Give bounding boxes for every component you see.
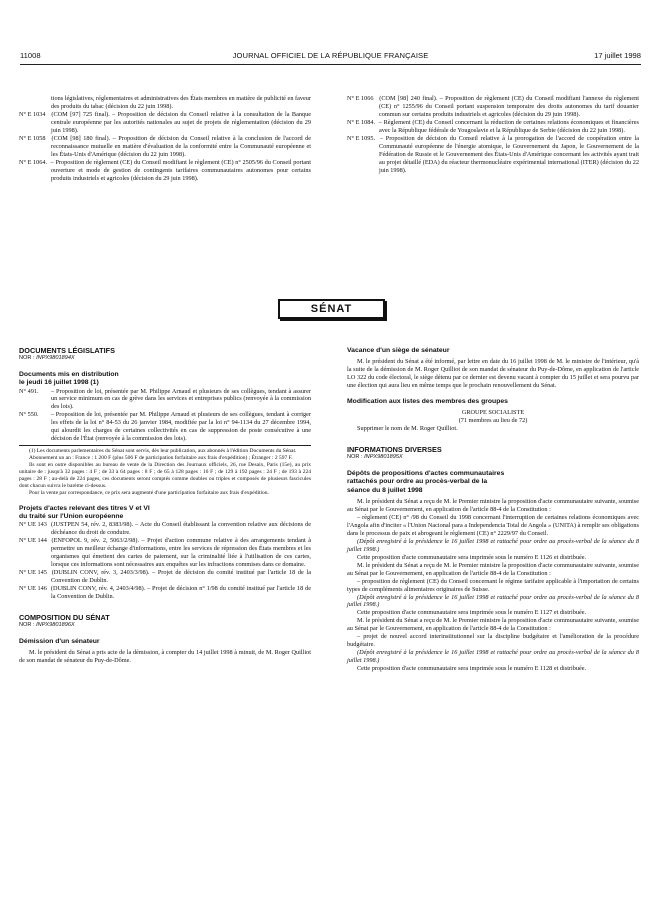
docs-heading: DOCUMENTS LÉGISLATIFS (19, 346, 115, 355)
depot-item: – proposition de règlement (CE) du Conseil concernant le régime tarifaire applicable à l'importation de certains types de compléments alimentaires originaires de Suisse. (347, 577, 639, 593)
footnote: (1) Les documents parlementaires du Sénat sont servis, dès leur publication, aux abonnés à l'édition Documents du Sénat. (29, 448, 297, 455)
journal-title: JOURNAL OFFICIEL DE LA RÉPUBLIQUE FRANÇAISE (232, 51, 429, 60)
depot-note: (Dépôt enregistré à la présidence le 16 juillet 1998 et rattaché pour ordre au procès-verbal de la séance du 8 juillet 1998.) (347, 593, 639, 609)
list-item (19, 388, 311, 412)
info-heading: INFORMATIONS DIVERSES (347, 445, 442, 455)
list-item (19, 569, 311, 585)
nor-label: NOR : (347, 454, 365, 461)
item-text: – Proposition de loi, présentée par M. Philippe Arnaud et plusieurs de ses collègues, tendant à assurer un service minimum en cas de grève dans les services et entreprises publics (renvoyée à la commission des lois). (50, 387, 311, 411)
item-text: (COM [98] 180 final). – Proposition de décision du Conseil relative à la conclusion de l'accord de reconnaissance mutuelle en matière d'évaluation de la conformité entre la Communauté européenne et les États-Unis d'Amérique (décision du 22 juin 1998). (51, 134, 311, 158)
list-item (347, 119, 639, 135)
depot-paragraph: M. le président du Sénat a reçu de M. le Premier ministre la proposition d'acte communautaire suivante, soumise au Sénat par le Gouvernement, en application de l'article 88-4 de la Constitution : (347, 561, 639, 577)
list-item (347, 95, 639, 119)
footnote-divider (19, 445, 311, 446)
item-text: (DUBLIN CONV, rév. 3, 2403/3/98). – Projet de décision du comité institué par l'article 18 de la Convention de Dublin. (51, 568, 312, 584)
page-number: 11008 (20, 51, 41, 60)
list-item (19, 159, 311, 183)
nor-reference (19, 355, 311, 363)
item-text: – Proposition de loi, présentée par M. Philippe Arnaud et plusieurs de ses collègues, tendant à corriger les effets de la loi n° 84-53 du 26 janvier 1984, modifiée par la loi n° 94-1134 du 27 décembre 1994, qui alourdit les charges de certaines collectivités en cas de suppression de poste consécutive à une décision de l'État (renvoyée à la commission des lois). (50, 411, 311, 443)
demission-heading: Démission d'un sénateur (19, 637, 100, 645)
nor-reference (19, 622, 311, 630)
top-right-column (347, 95, 639, 175)
senat-section-box: SÉNAT (278, 299, 385, 319)
page-header (20, 50, 641, 65)
supprimer-text: Supprimer le nom de M. Roger Quilliot. (357, 425, 458, 433)
item-label: N° UE 145 (19, 568, 47, 576)
eu-heading: du traité sur l'Union européenne (19, 512, 124, 520)
nor-code: INPX9801894X (36, 354, 75, 361)
item-text: – Proposition de décision du Conseil relative à la prorogation de l'accord de coopération entre la Communauté européenne de l'énergie atomique, le Gouvernement du Japon, le Gouvernement de la Fédération de Russie et le Gouvernement des États-Unis d'Amérique concernant les activités ayant trait au projet détaillé (EDA) du réacteur thermonucléaire expérimental international (ITER) (décision du 22 juin 1998). (379, 134, 639, 174)
list-item (19, 135, 311, 159)
item-label: N° E 1095. (347, 134, 376, 142)
list-item (19, 111, 311, 135)
depot-paragraph: M. le président du Sénat a reçu de M. le Premier ministre la proposition d'acte communautaire suivante, soumise au Sénat par le Gouvernement, en application de l'article 88-4 de la Constitution : (347, 498, 639, 514)
item-label: N° E 1058 (19, 134, 46, 142)
modif-heading: Modification aux listes des membres des groupes (347, 398, 508, 406)
groupe-count: (71 membres au lieu de 72) (458, 417, 528, 425)
item-label: N° 491. (19, 387, 39, 395)
item-label: N° UE 144 (19, 537, 47, 545)
item-label: N° 550. (19, 411, 39, 419)
depot-note: (Dépôt enregistré à la présidence le 16 juillet 1998 et rattaché pour ordre au procès-verbal de la séance du 8 juillet 1998.) (347, 649, 639, 665)
nor-label: NOR : (19, 354, 37, 361)
nor-label: NOR : (19, 621, 37, 628)
depot-item: – règlement (CE) n° /98 du Conseil du 1998 concernant l'interruption de certaines relations économiques avec l'Angola afin d'inciter « l'Union Nacional para a Independencia Total de Angola » (UNITA) à remplir ses obligations dans le processus de paix et abrogeant le règlement (CE) n° 2229/97 du Conseil. (347, 513, 639, 537)
list-item (19, 521, 311, 537)
nor-code: INPX9801896X (36, 621, 75, 628)
demission-text: M. le président du Sénat a pris acte de la démission, à compter du 14 juillet 1998 à minuit, de M. Roger Quilliot de son mandat de sénateur du Puy-de-Dôme. (19, 648, 311, 664)
list-item (347, 135, 639, 175)
depot-print: Cette proposition d'acte communautaire sera imprimée sous le numéro E 1128 et distribuée. (357, 665, 587, 673)
list-item (19, 537, 311, 569)
bottom-right-column (347, 347, 639, 673)
item-label: N° UE 143 (19, 521, 47, 529)
item-text: – Règlement (CE) du Conseil concernant la réduction de certaines relations économiques et financières avec la République fédérale de Yougoslavie et la République de Serbie (décision du 22 juin 1998). (378, 118, 639, 134)
depot-item: – projet de nouvel accord interinstitutionnel sur la discipline budgétaire et l'amélioration de la procédure budgétaire. (347, 633, 639, 649)
depots-heading: rattachés pour ordre au procès-verbal de la (347, 478, 488, 486)
depots-heading: séance du 8 juillet 1998 (347, 486, 423, 494)
bottom-left-column (19, 347, 311, 665)
eu-heading: Projets d'actes relevant des titres V et VI (19, 504, 150, 512)
groupe-name: GROUPE SOCIALISTE (461, 409, 525, 417)
top-left-column (19, 95, 311, 182)
continuation-text: tions législatives, réglementaires et administratives des États membres en matière de publicité en faveur des produits du tabac (décision du 22 juin 1998). (51, 95, 311, 110)
docs-subheading: le jeudi 16 juillet 1998 (1) (19, 379, 99, 387)
item-label: N° E 1066 (347, 95, 374, 102)
nor-code: INPX9801895X (364, 454, 403, 461)
item-text: – Proposition de règlement (CE) du Conseil modifiant le règlement (CE) n° 2505/96 du Conseil portant ouverture et mode de gestion de contingents tarifaires communautaires autonomes pour certains produits industriels et agricoles (décision du 29 juin 1998). (50, 158, 312, 182)
depot-print: Cette proposition d'acte communautaire sera imprimée sous le numéro E 1127 et distribuée. (357, 609, 587, 617)
vacance-heading: Vacance d'un siège de sénateur (347, 347, 450, 354)
item-text: (COM [98] 240 final). – Proposition de règlement (CE) du Conseil modifiant l'annexe du règlement (CE) n° 1255/96 du Conseil portant suspension temporaire des droits autonomes du tarif douanier commun sur certains produits industriels et agricoles (décision du 29 juin 1998). (379, 95, 640, 118)
docs-subheading: Documents mis en distribution (19, 370, 119, 378)
item-label: N° UE 146 (19, 584, 47, 592)
item-label: N° E 1064. (19, 158, 48, 166)
depot-paragraph: M. le président du Sénat a reçu de M. le Premier ministre la proposition d'acte communautaire suivante, soumise au Sénat par le Gouvernement, en application de l'article 88-4 de la Constitution : (347, 617, 639, 633)
vacance-text: M. le président du Sénat a été informé, par lettre en date du 16 juillet 1998 de M. le ministre de l'intérieur, qu'à la suite de la démission de M. Roger Quilliot de son mandat de sénateur du Puy-de-Dôme, en application de l'article LO 322 du code électoral, le siège détenu par ce dernier est devenu vacant à compter du 15 juillet et sera pourvu par une élection qui aura lieu en même temps que le prochain renouvellement du Sénat. (347, 358, 639, 390)
list-item (19, 411, 311, 443)
depots-heading: Dépôts de propositions d'actes communautaires (347, 470, 505, 478)
footnote: Pour la vente par correspondance, ce prix sera augmenté d'une participation forfaitaire aux frais d'expédition. (29, 489, 269, 496)
item-text: (COM [97] 725 final). – Proposition de décision du Conseil relative à la consultation de la Banque centrale européenne par les autorités nationales au sujet de projets de réglementation (décision du 29 juin 1998). (51, 110, 312, 134)
depot-print: Cette proposition d'acte communautaire sera imprimée sous le numéro E 1126 et distribuée. (357, 553, 587, 561)
footnote: Abonnement un an : France : 1 200 F (plus 506 F de participation forfaitaire aux frais d'expédition) ; Étranger : 2 597 F. (29, 455, 293, 462)
composition-heading: COMPOSITION DU SÉNAT (19, 612, 110, 622)
item-label: N° E 1084. (347, 118, 376, 126)
depot-note: (Dépôt enregistré à la présidence le 16 juillet 1998 et rattaché pour ordre au procès-verbal de la séance du 8 juillet 1998.) (347, 537, 639, 553)
item-text: (ENFOPOL 9, rév. 2, 5063/2/98). – Projet d'action commune relative à des arrangements tendant à permettre un meilleur échange d'informations, entre les services de répression des États membres et les organismes qui émettent des cartes de paiement, sur la criminalité liée à l'utilisation de ces cartes, lorsque ces informations sont nécessaires aux enquêtes sur les infractions commises dans ce domaine. (51, 537, 311, 568)
footnote: Ils sont en outre disponibles au bureau de vente de la Direction des Journaux officiels, 26, rue Desaix, Paris (15e), au prix unitaire de : jusqu'à 32 pages : 4 F ; de 33 à 64 pages : 8 F ; de 65 à 128 pages : 16 F ; de 129 à 192 pages : 24 F ; de 193 à 224 pages : 28 F ; au-delà de 224 pages, ces documents seront comptés comme doubles ou triples et composés de plusieurs fascicules dont chacun suivra le barème ci-dessus. (19, 461, 311, 489)
item-text: (JUSTPEN 54, rév. 2, 8383/98). – Acte du Conseil établissant la convention relative aux décisions de déchéance du droit de conduire. (51, 521, 311, 537)
nor-reference (347, 454, 639, 462)
item-text: (DUBLIN CONV, rév. 4, 2403/4/98). – Projet de décision n° 1/98 du comité institué par l'article 18 de la Convention de Dublin. (50, 584, 312, 600)
issue-date: 17 juillet 1998 (594, 51, 641, 60)
list-item (19, 585, 311, 601)
item-label: N° E 1034 (19, 110, 46, 118)
